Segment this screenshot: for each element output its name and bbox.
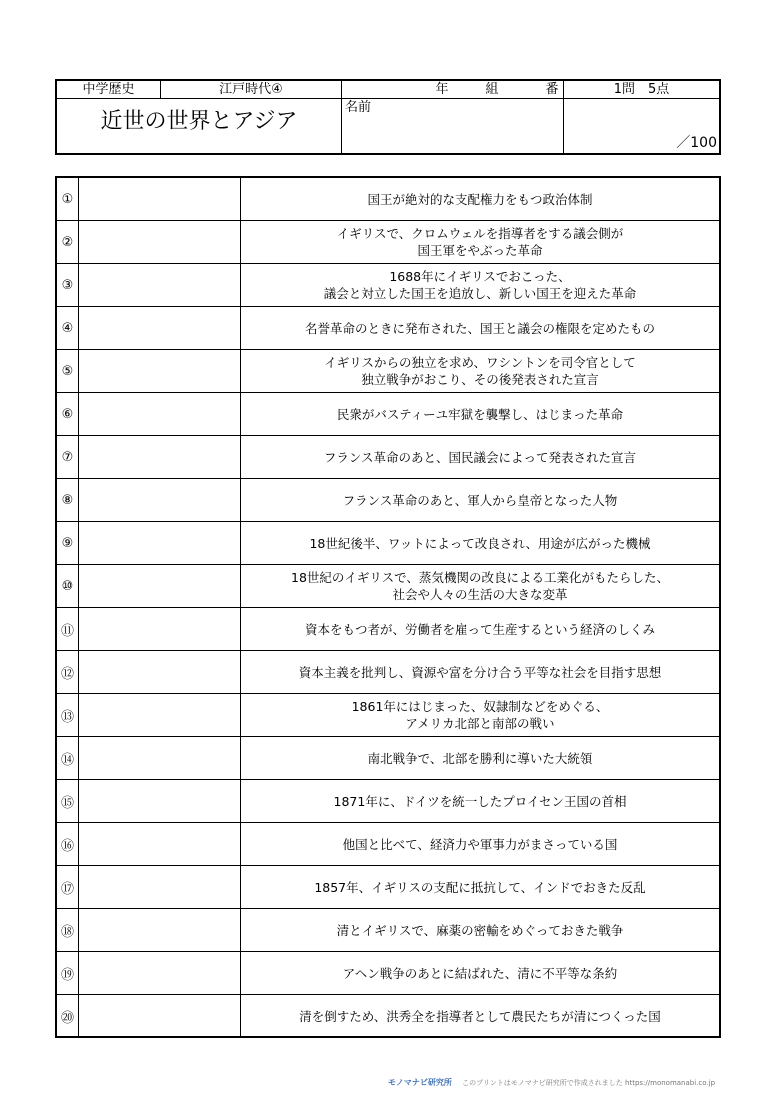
table-row <box>57 264 719 307</box>
table-row <box>57 307 719 350</box>
name-field[interactable] <box>344 99 562 153</box>
answer-field[interactable] <box>79 307 241 349</box>
question-number: ⑯ <box>57 823 79 865</box>
number-label: 番 <box>545 82 559 97</box>
table-row <box>57 350 719 393</box>
table-row <box>57 866 719 909</box>
question-number: ⑳ <box>57 995 79 1038</box>
question-text: 1861年にはじまった、奴隷制などをめぐる、 アメリカ北部と南部の戦い <box>351 699 609 731</box>
table-row <box>57 178 719 221</box>
year-label: 年 <box>435 82 449 97</box>
table-row <box>57 436 719 479</box>
question-number: ⑥ <box>57 393 79 435</box>
question-number: ④ <box>57 307 79 349</box>
answer-field[interactable] <box>79 909 241 951</box>
table-row <box>57 651 719 694</box>
class-label: 組 <box>485 82 499 97</box>
question-number: ⑩ <box>57 565 79 607</box>
score-field[interactable] <box>564 99 719 153</box>
question-number: ② <box>57 221 79 263</box>
table-row <box>57 393 719 436</box>
answer-field[interactable] <box>79 651 241 693</box>
table-row <box>57 737 719 780</box>
question-text: 南北戦争で、北部を勝利に導いた大統領 <box>367 750 593 766</box>
question-text: 他国と比べて、経済力や軍事力がまさっている国 <box>342 836 618 852</box>
table-row <box>57 522 719 565</box>
question-number: ⑰ <box>57 866 79 908</box>
question-number: ⑭ <box>57 737 79 779</box>
question-number: ⑨ <box>57 522 79 564</box>
question-number: ⑬ <box>57 694 79 736</box>
question-number: ⑫ <box>57 651 79 693</box>
question-number: ⑪ <box>57 608 79 650</box>
question-text: 1688年にイギリスでおこった、 議会と対立した国王を追放し、新しい国王を迎えた革命 <box>323 269 637 301</box>
question-text: 1857年、イギリスの支配に抵抗して、インドでおきた反乱 <box>314 879 646 895</box>
footer <box>388 1077 768 1095</box>
question-text: 資本をもつ者が、労働者を雇って生産するという経済のしくみ <box>304 621 655 637</box>
answer-field[interactable] <box>79 178 241 220</box>
table-row <box>57 823 719 866</box>
question-text: 清とイギリスで、麻薬の密輸をめぐっておきた戦争 <box>336 922 624 938</box>
question-number: ① <box>57 178 79 220</box>
table-row <box>57 221 719 264</box>
brand-logo: モノマナビ研究所 <box>388 1078 452 1087</box>
answer-field[interactable] <box>79 780 241 822</box>
question-text: 1871年に、ドイツを統一したプロイセン王国の首相 <box>333 793 627 809</box>
answer-field[interactable] <box>79 393 241 435</box>
answer-field[interactable] <box>79 823 241 865</box>
answer-field[interactable] <box>79 479 241 521</box>
answer-field[interactable] <box>79 350 241 392</box>
table-row <box>57 608 719 651</box>
answer-field[interactable] <box>79 608 241 650</box>
answer-field[interactable] <box>79 264 241 306</box>
question-text: 名誉革命のときに発布された、国王と議会の権限を定めたもの <box>304 320 655 336</box>
question-number: ③ <box>57 264 79 306</box>
question-number: ⑤ <box>57 350 79 392</box>
answer-field[interactable] <box>79 737 241 779</box>
question-text: 18世紀後半、ワットによって改良され、用途が広がった機械 <box>309 535 651 551</box>
score-total: ／100 <box>676 135 717 151</box>
question-text: 資本主義を批判し、資源や富を分け合う平等な社会を目指す思想 <box>298 664 662 680</box>
table-row <box>57 780 719 823</box>
question-number: ⑮ <box>57 780 79 822</box>
answer-field[interactable] <box>79 866 241 908</box>
question-number: ⑧ <box>57 479 79 521</box>
table-row <box>57 909 719 952</box>
answer-field[interactable] <box>79 565 241 607</box>
unit-label: 江戸時代④ <box>219 82 283 97</box>
question-text: フランス革命のあと、軍人から皇帝となった人物 <box>342 492 618 508</box>
table-row <box>57 565 719 608</box>
table-row <box>57 479 719 522</box>
subject-label: 中学歴史 <box>82 82 135 97</box>
worksheet-header <box>55 79 721 155</box>
question-text: 18世紀のイギリスで、蒸気機関の改良による工業化がもたらした、 社会や人々の生活の大きな変革 <box>291 570 669 602</box>
answer-field[interactable] <box>79 694 241 736</box>
question-text: イギリスからの独立を求め、ワシントンを司令官として 独立戦争がおこり、その後発表された宣言 <box>324 355 636 387</box>
answer-field[interactable] <box>79 995 241 1038</box>
answer-field[interactable] <box>79 522 241 564</box>
question-text: フランス革命のあと、国民議会によって発表された宣言 <box>323 449 637 465</box>
question-number: ⑦ <box>57 436 79 478</box>
question-number: ⑲ <box>57 952 79 994</box>
answer-field[interactable] <box>79 436 241 478</box>
question-text: 清を倒すため、洪秀全を指導者として農民たちが清につくった国 <box>299 1009 661 1024</box>
question-text: アヘン戦争のあとに結ばれた、清に不平等な条約 <box>342 965 618 981</box>
answer-field[interactable] <box>79 952 241 994</box>
footer-note: このプリントはモノマナビ研究所で作成されました https://monomanabi.co.jp <box>462 1079 716 1087</box>
answer-field[interactable] <box>79 221 241 263</box>
header-vline <box>341 81 342 153</box>
table-row <box>57 694 719 737</box>
name-label: 名前 <box>345 100 372 115</box>
table-row <box>57 995 719 1038</box>
question-number: ⑱ <box>57 909 79 951</box>
question-text: 国王が絶対的な支配権力をもつ政治体制 <box>367 191 593 207</box>
question-table <box>55 176 721 1038</box>
question-text: 民衆がバスティーユ牢獄を襲撃し、はじまった革命 <box>336 406 624 422</box>
table-row <box>57 952 719 995</box>
question-text: イギリスで、クロムウェルを指導者をする議会側が 国王軍をやぶった革命 <box>336 226 624 258</box>
points-label: 1問 5点 <box>613 82 670 97</box>
page-title: 近世の世界とアジア <box>100 109 298 134</box>
